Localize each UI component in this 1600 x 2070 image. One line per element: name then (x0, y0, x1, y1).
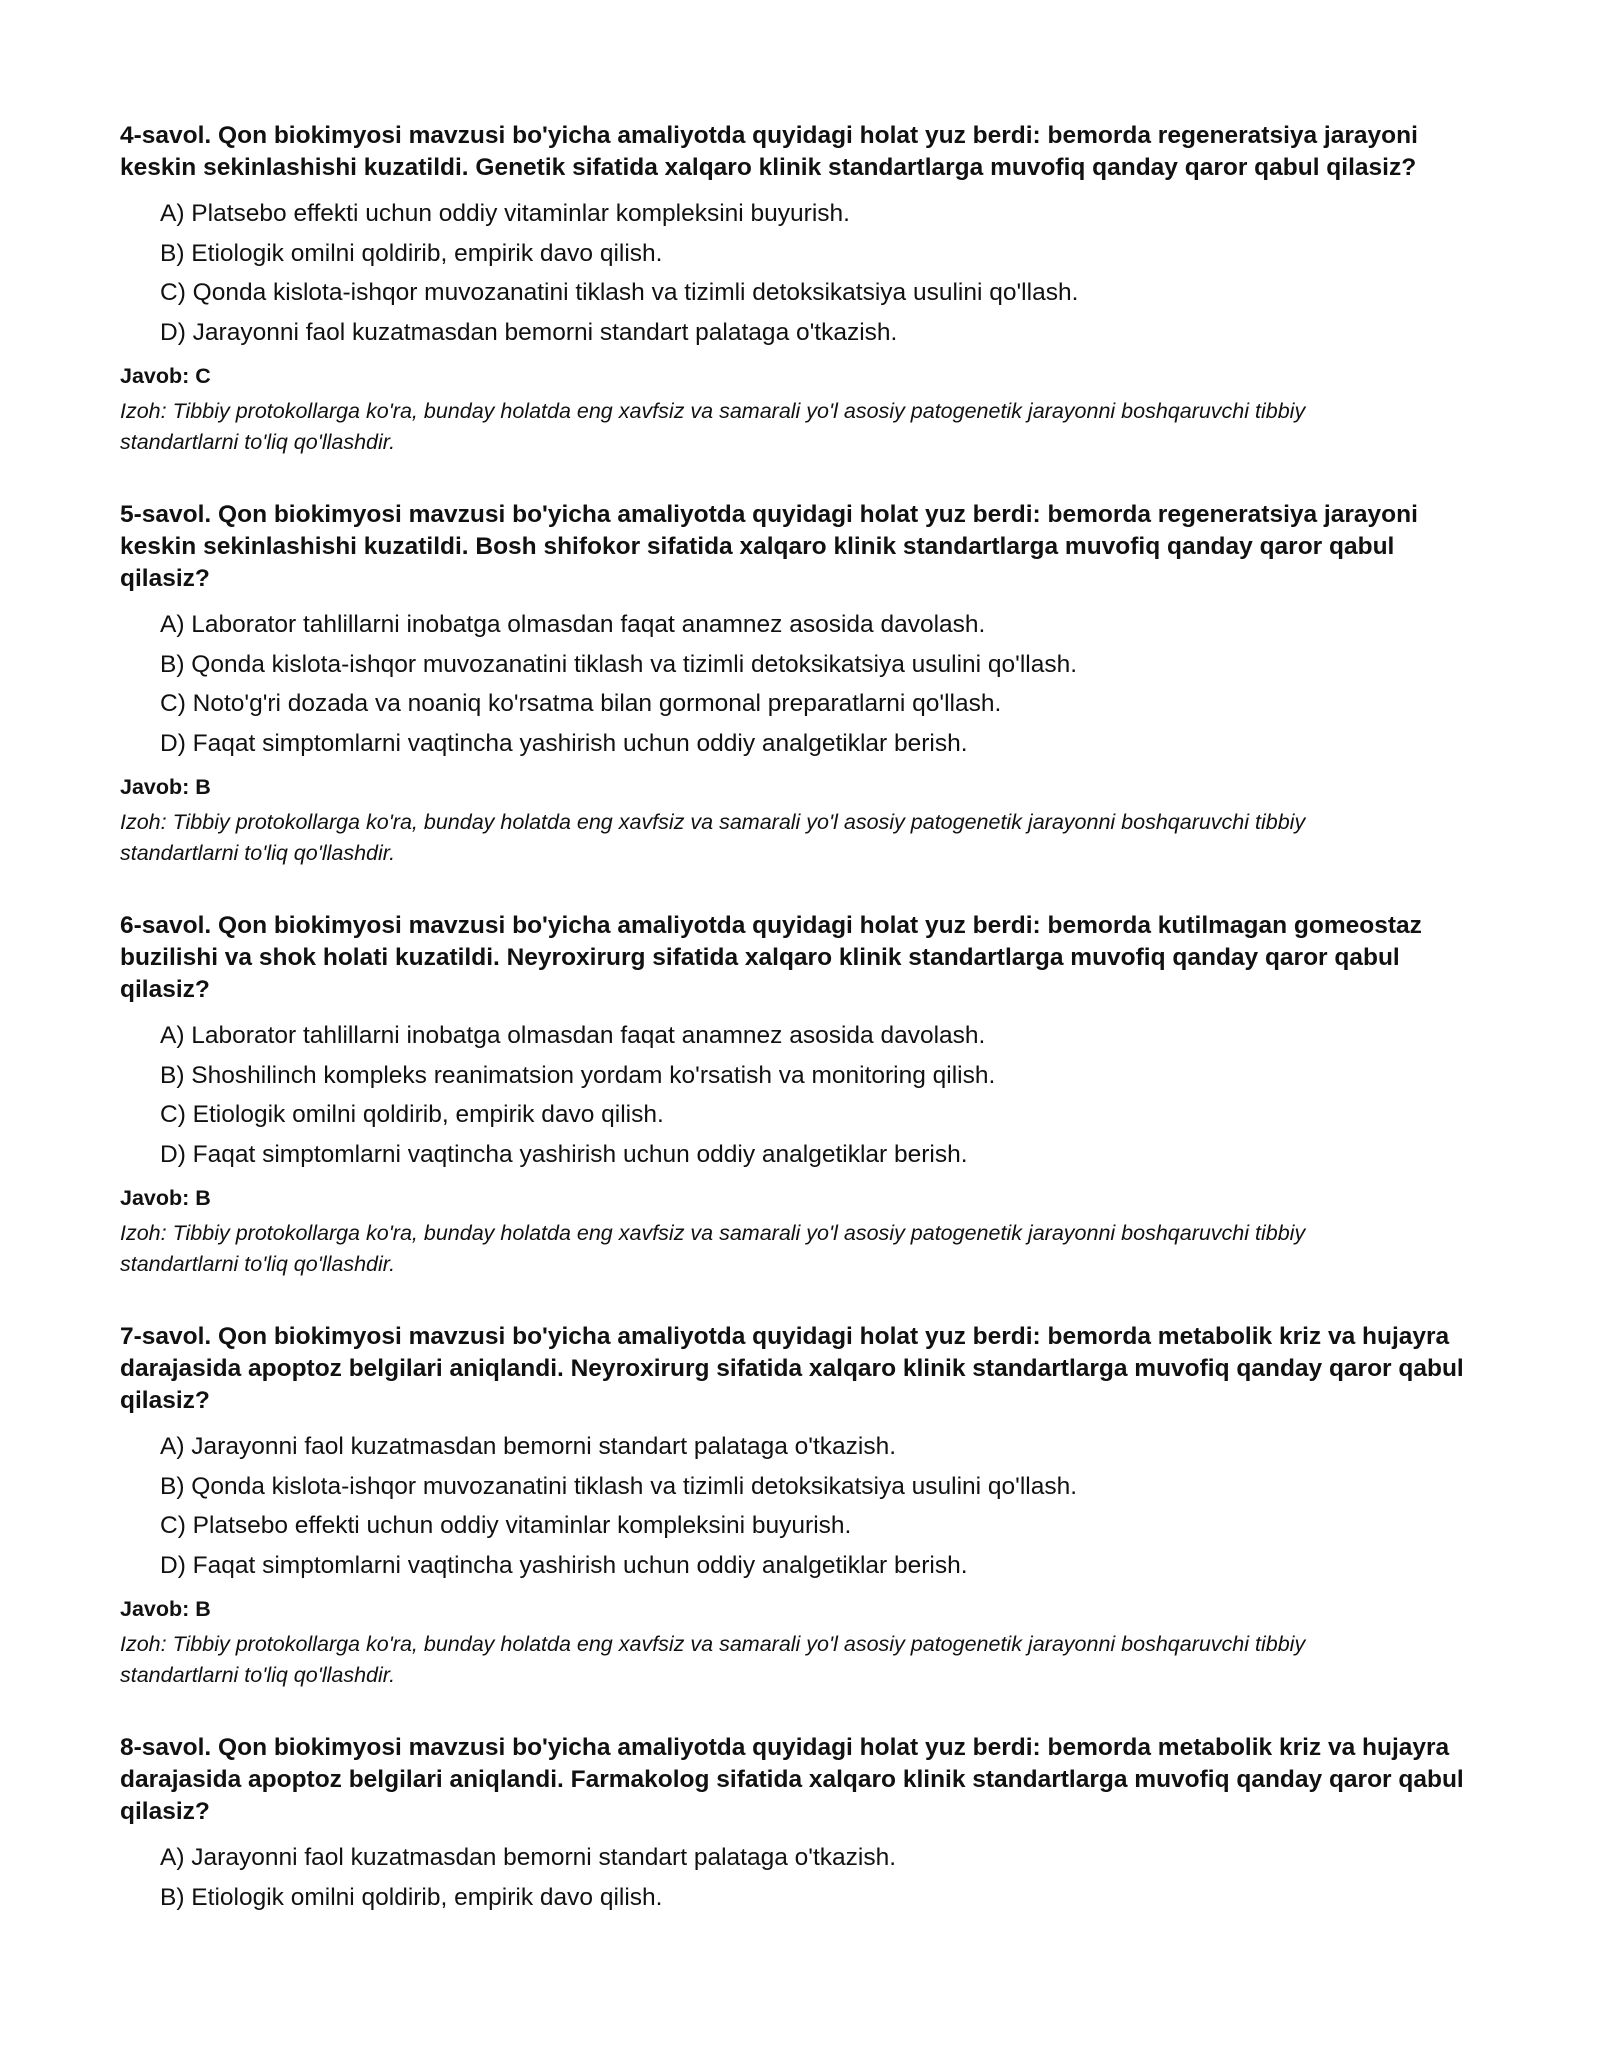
option-b: B) Shoshilinch kompleks reanimatsion yordam ko'rsatish va monitoring qilish. (160, 1061, 996, 1089)
question-text: 4-savol. Qon biokimyosi mavzusi bo'yicha amaliyotda quyidagi holat yuz berdi: bemorda regeneratsiya jarayoni keskin sekinlashishi kuzatildi. Genetik sifatida xalqaro klinik standartlarga muvofiq qanday qaror qabul qilasiz? (120, 122, 1418, 181)
option-a: A) Laborator tahlillarni inobatga olmasdan faqat anamnez asosida davolash. (160, 1022, 986, 1049)
option-c: C) Platsebo effekti uchun oddiy vitaminlar kompleksini buyurish. (160, 1512, 852, 1539)
option-b: B) Qonda kislota-ishqor muvozanatini tiklash va tizimli detoksikatsiya usulini qo'llash. (160, 650, 1078, 678)
option-b: B) Qonda kislota-ishqor muvozanatini tiklash va tizimli detoksikatsiya usulini qo'llash. (160, 1472, 1078, 1500)
answer-label: Javob: B (120, 1597, 211, 1621)
question-text: 6-savol. Qon biokimyosi mavzusi bo'yicha amaliyotda quyidagi holat yuz berdi: bemorda kutilmagan gomeostaz buzilishi va shok holati kuzatildi. Neyroxirurg sifatida xalqaro klinik standartlarga muvofiq qanday qaror qabul qilasiz? (120, 912, 1422, 1003)
explanation-note: Izoh: Tibbiy protokollarga ko'ra, bunday holatda eng xavfsiz va samarali yo'l asosiy patogenetik jarayonni boshqaruvchi tibbiy standartlarni to'liq qo'llashdir. (120, 1221, 1306, 1276)
options-list (120, 1838, 1490, 1917)
explanation-note: Izoh: Tibbiy protokollarga ko'ra, bunday holatda eng xavfsiz va samarali yo'l asosiy patogenetik jarayonni boshqaruvchi tibbiy standartlarni to'liq qo'llashdir. (120, 1632, 1306, 1687)
options-list (120, 1427, 1490, 1585)
option-c: C) Noto'g'ri dozada va noaniq ko'rsatma bilan gormonal preparatlarni qo'llash. (160, 690, 1002, 717)
options-list (120, 1016, 1490, 1174)
option-b: B) Etiologik omilni qoldirib, empirik davo qilish. (160, 239, 663, 267)
answer-label: Javob: B (120, 1186, 211, 1210)
option-d: D) Jarayonni faol kuzatmasdan bemorni standart palataga o'tkazish. (160, 318, 898, 346)
option-a: A) Jarayonni faol kuzatmasdan bemorni standart palataga o'tkazish. (160, 1844, 897, 1871)
option-b: B) Etiologik omilni qoldirib, empirik davo qilish. (160, 1883, 663, 1911)
question-block (120, 910, 1490, 1280)
explanation-note: Izoh: Tibbiy protokollarga ko'ra, bunday holatda eng xavfsiz va samarali yo'l asosiy patogenetik jarayonni boshqaruvchi tibbiy standartlarni to'liq qo'llashdir. (120, 810, 1306, 865)
option-d: D) Faqat simptomlarni vaqtincha yashirish uchun oddiy analgetiklar berish. (160, 1140, 968, 1168)
question-block (120, 120, 1490, 458)
options-list (120, 605, 1490, 763)
option-c: C) Qonda kislota-ishqor muvozanatini tiklash va tizimli detoksikatsiya usulini qo'llash. (160, 279, 1079, 306)
option-d: D) Faqat simptomlarni vaqtincha yashirish uchun oddiy analgetiklar berish. (160, 729, 968, 757)
options-list (120, 194, 1490, 352)
option-a: A) Jarayonni faol kuzatmasdan bemorni standart palataga o'tkazish. (160, 1433, 897, 1460)
answer-label: Javob: B (120, 775, 211, 799)
document-page (120, 120, 1490, 1958)
question-block (120, 1732, 1490, 1917)
question-text: 5-savol. Qon biokimyosi mavzusi bo'yicha amaliyotda quyidagi holat yuz berdi: bemorda regeneratsiya jarayoni keskin sekinlashishi kuzatildi. Bosh shifokor sifatida xalqaro klinik standartlarga muvofiq qanday qaror qabul qilasiz? (120, 501, 1418, 592)
question-text: 7-savol. Qon biokimyosi mavzusi bo'yicha amaliyotda quyidagi holat yuz berdi: bemorda metabolik kriz va hujayra darajasida apoptoz belgilari aniqlandi. Neyroxirurg sifatida xalqaro klinik standartlarga muvofiq qanday qaror qabul qilasiz? (120, 1323, 1464, 1414)
option-a: A) Laborator tahlillarni inobatga olmasdan faqat anamnez asosida davolash. (160, 611, 986, 638)
option-d: D) Faqat simptomlarni vaqtincha yashirish uchun oddiy analgetiklar berish. (160, 1551, 968, 1579)
question-block (120, 1321, 1490, 1691)
question-text: 8-savol. Qon biokimyosi mavzusi bo'yicha amaliyotda quyidagi holat yuz berdi: bemorda metabolik kriz va hujayra darajasida apoptoz belgilari aniqlandi. Farmakolog sifatida xalqaro klinik standartlarga muvofiq qanday qaror qabul qilasiz? (120, 1734, 1464, 1825)
option-c: C) Etiologik omilni qoldirib, empirik davo qilish. (160, 1101, 664, 1128)
explanation-note: Izoh: Tibbiy protokollarga ko'ra, bunday holatda eng xavfsiz va samarali yo'l asosiy patogenetik jarayonni boshqaruvchi tibbiy standartlarni to'liq qo'llashdir. (120, 399, 1306, 454)
question-block (120, 499, 1490, 869)
answer-label: Javob: C (120, 364, 211, 388)
option-a: A) Platsebo effekti uchun oddiy vitaminlar kompleksini buyurish. (160, 200, 850, 227)
